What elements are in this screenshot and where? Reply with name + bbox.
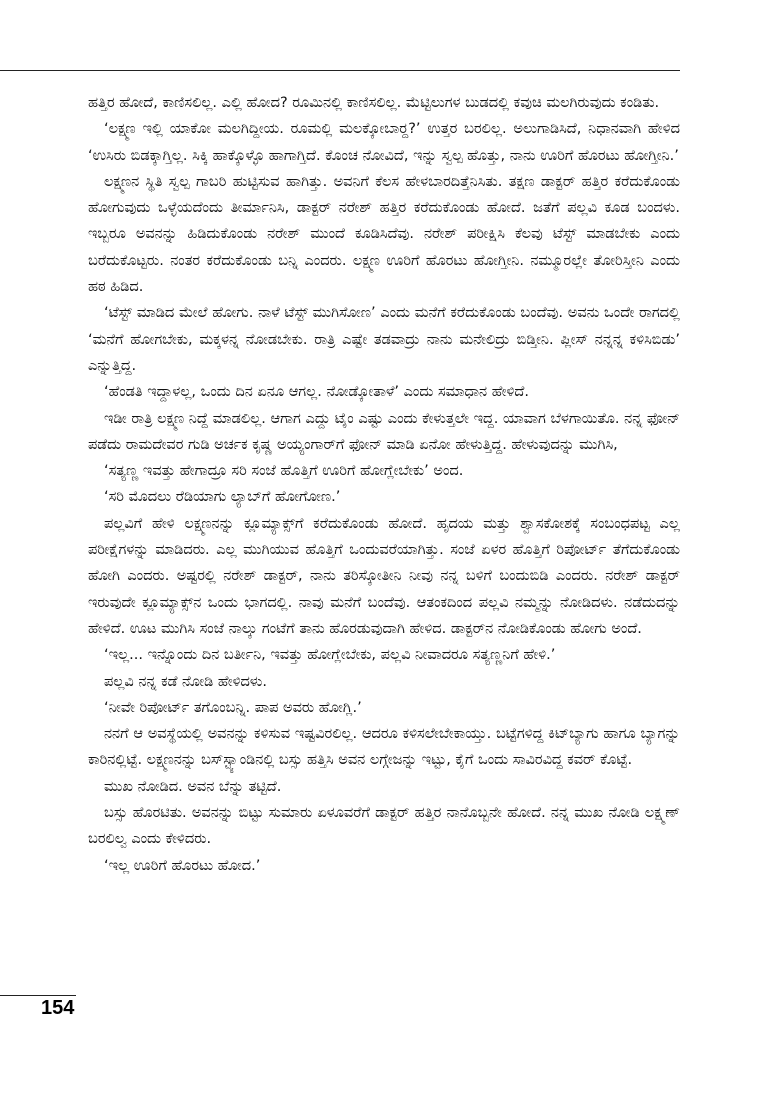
paragraph: ಬಸ್ಸು ಹೊರಟಿತು. ಅವನನ್ನು ಬಿಟ್ಟು ಸುಮಾರು ಏಳೂವರೆಗೆ ಡಾಕ್ಟರ್ ಹತ್ತಿರ ನಾನೊಬ್ಬನೇ ಹೋದೆ. ನನ್ನ ಮುಖ ನೋಡಿ ಲಕ್ಷ್ಮಣ್ ಬರಲಿಲ್ವ ಎಂದು ಕೇಳಿದರು. — [88, 805, 680, 848]
paragraph: ಪಲ್ಲವಿ ನನ್ನ ಕಡೆ ನೋಡಿ ಹೇಳಿದಳು. — [104, 673, 267, 690]
paragraph: ಮುಖ ನೋಡಿದ. ಅವನ ಬೆನ್ನು ತಟ್ಟಿದೆ. — [104, 778, 282, 795]
paragraph: ಲಕ್ಷ್ಮಣನ ಸ್ಥಿತಿ ಸ್ವಲ್ಪ ಗಾಬರಿ ಹುಟ್ಟಿಸುವ ಹಾಗಿತ್ತು. ಅವನಿಗೆ ಕೆಲಸ ಹೇಳಬಾರದಿತ್ತೆನಿಸಿತು. ತಕ್ಷಣ ಡಾಕ್ಟರ್ ಹತ್ತಿರ ಕರೆದುಕೊಂಡು ಹೋಗುವುದು ಒಳ್ಳೆಯದೆಂದು ತೀರ್ಮಾನಿಸಿ, ಡಾಕ್ಟರ್ ನರೇಶ್ ಹತ್ತಿರ ಕರೆದುಕೊಂಡು ಹೋದೆ. ಜತೆಗೆ ಪಲ್ಲವಿ ಕೂಡ ಬಂದಳು. ಇಬ್ಬರೂ ಅವನನ್ನು ಹಿಡಿದುಕೊಂಡು ನರೇಶ್ ಮುಂದೆ ಕೂಡಿಸಿದೆವು. ನರೇಶ್ ಪರೀಕ್ಷಿಸಿ ಕೆಲವು ಟೆಸ್ಟ್ ಮಾಡಬೇಕು ಎಂದು ಬರೆದುಕೊಟ್ಟರು. ನಂತರ ಕರೆದುಕೊಂಡು ಬನ್ನಿ ಎಂದರು. ಲಕ್ಷ್ಮಣ ಊರಿಗೆ ಹೊರಟು ಹೋಗ್ತೀನಿ. ನಮ್ಮೂರಲ್ಲೇ ತೋರಿಸ್ತೀನಿ ಎಂದು ಹಠ ಹಿಡಿದ. — [88, 173, 680, 296]
header-rule — [0, 70, 680, 71]
page-number: 154 — [41, 997, 75, 1019]
paragraph: ‘ಹೆಂಡತಿ ಇದ್ದಾಳಲ್ಲ, ಒಂದು ದಿನ ಏನೂ ಆಗಲ್ಲ. ನೋಡ್ಕೋತಾಳೆ’ ಎಂದು ಸಮಾಧಾನ ಹೇಳಿದೆ. — [104, 384, 529, 401]
paragraph: ಹತ್ತಿರ ಹೋದೆ, ಕಾಣಿಸಲಿಲ್ಲ. ಎಲ್ಲಿ ಹೋದ? ರೂಮಿನಲ್ಲಿ ಕಾಣಿಸಲಿಲ್ಲ. ಮೆಟ್ಟಿಲುಗಳ ಬುಡದಲ್ಲಿ ಕವುಚಿ ಮಲಗಿರುವುದು ಕಂಡಿತು. — [88, 95, 660, 111]
paragraph: ‘ನೀವೇ ರಿಪೋರ್ಟ್ ತಗೊಂಬನ್ನಿ. ಪಾಪ ಅವರು ಹೋಗ್ಲಿ.’ — [104, 699, 362, 716]
paragraph: ಪಲ್ಲವಿಗೆ ಹೇಳಿ ಲಕ್ಷ್ಮಣನನ್ನು ಕ್ಲೂಮ್ಯಾಕ್ಸ್‌ಗೆ ಕರೆದುಕೊಂಡು ಹೋದೆ. ಹೃದಯ ಮತ್ತು ಶ್ವಾಸಕೋಶಕ್ಕೆ ಸಂಬಂಧಪಟ್ಟ ಎಲ್ಲ ಪರೀಕ್ಷೆಗಳನ್ನು ಮಾಡಿದರು. ಎಲ್ಲ ಮುಗಿಯುವ ಹೊತ್ತಿಗೆ ಒಂದುವರೆಯಾಗಿತ್ತು. ಸಂಜೆ ಏಳರ ಹೊತ್ತಿಗೆ ರಿಪೋರ್ಟ್ ತೆಗೆದುಕೊಂಡು ಹೋಗಿ ಎಂದರು. ಅಷ್ಟರಲ್ಲಿ ನರೇಶ್ ಡಾಕ್ಟರ್, ನಾನು ತರಿಸ್ಕೋತೀನಿ ನೀವು ನನ್ನ ಬಳಿಗೆ ಬಂದುಬಿಡಿ ಎಂದರು. ನರೇಶ್ ಡಾಕ್ಟರ್ ಇರುವುದೇ ಕ್ಲೂಮ್ಯಾಕ್ಸ್‌ನ ಒಂದು ಭಾಗದಲ್ಲಿ. ನಾವು ಮನೆಗೆ ಬಂದೆವು. ಆತಂಕದಿಂದ ಪಲ್ಲವಿ ನಮ್ಮನ್ನು ನೋಡಿದಳು. ನಡೆದುದನ್ನು ಹೇಳಿದೆ. ಊಟ ಮುಗಿಸಿ ಸಂಜೆ ನಾಲ್ಕು ಗಂಟೆಗೆ ತಾನು ಹೊರಡುವುದಾಗಿ ಹೇಳಿದ. ಡಾಕ್ಟರ್‌ನ ನೋಡಿಕೊಂಡು ಹೋಗು ಅಂದೆ. — [88, 515, 680, 637]
paragraph: ‘ಇಲ್ಲ... ಇನ್ನೊಂದು ದಿನ ಬರ್ತೀನಿ, ಇವತ್ತು ಹೋಗ್ಲೇಬೇಕು, ಪಲ್ಲವಿ ನೀವಾದರೂ ಸತ್ಯಣ್ಣನಿಗೆ ಹೇಳಿ.’ — [104, 647, 556, 664]
paragraph: ‘ಸತ್ಯಣ್ಣ ಇವತ್ತು ಹೇಗಾದ್ರೂ ಸರಿ ಸಂಜೆ ಹೊತ್ತಿಗೆ ಊರಿಗೆ ಹೋಗ್ಲೇಬೇಕು’ ಅಂದ. — [104, 463, 464, 480]
paragraph: ‘ಇಲ್ಲ ಊರಿಗೆ ಹೊರಟು ಹೋದ.’ — [104, 857, 261, 874]
paragraph: ‘ಟೆಸ್ಟ್ ಮಾಡಿದ ಮೇಲೆ ಹೋಗು. ನಾಳೆ ಟೆಸ್ಟ್ ಮುಗಿಸೋಣ’ ಎಂದು ಮನೆಗೆ ಕರೆದುಕೊಂಡು ಬಂದೆವು. ಅವನು ಒಂದೇ ರಾಗದಲ್ಲಿ ‘ಮನೆಗೆ ಹೋಗಬೇಕು, ಮಕ್ಕಳನ್ನ ನೋಡಬೇಕು. ರಾತ್ರಿ ಎಷ್ಟೇ ತಡವಾದ್ರು ನಾನು ಮನೇಲಿದ್ರು ಬಿಡ್ತೀನಿ. ಪ್ಲೀಸ್ ನನ್ನನ್ನ ಕಳಿಸಿಬಿಡು’ ಎನ್ನುತ್ತಿದ್ದ. — [88, 305, 680, 374]
paragraph: ಇಡೀ ರಾತ್ರಿ ಲಕ್ಷ್ಮಣ ನಿದ್ದೆ ಮಾಡಲಿಲ್ಲ. ಆಗಾಗ ಎದ್ದು ಟೈಂ ಎಷ್ಟು ಎಂದು ಕೇಳುತ್ತಲೇ ಇದ್ದ. ಯಾವಾಗ ಬೆಳಗಾಯಿತೊ. ನನ್ನ ಫೋನ್ ಪಡೆದು ರಾಮದೇವರ ಗುಡಿ ಅರ್ಚಕ ಕೃಷ್ಣ ಅಯ್ಯಂಗಾರ್‌ಗೆ ಫೋನ್ ಮಾಡಿ ಏನೋ ಹೇಳುತ್ತಿದ್ದ. ಹೇಳುವುದನ್ನು ಮುಗಿಸಿ, — [88, 410, 680, 453]
paragraph: ‘ಸರಿ ಮೊದಲು ರೆಡಿಯಾಗು ಲ್ಯಾಬ್‌ಗೆ ಹೋಗೋಣ.’ — [104, 489, 341, 506]
paragraph: ‘ಲಕ್ಷ್ಮಣ ಇಲ್ಲಿ ಯಾಕೋ ಮಲಗಿದ್ದೀಯ. ರೂಮಲ್ಲಿ ಮಲಕ್ಕೋಬಾರ್‍ದ?’ ಉತ್ತರ ಬರಲಿಲ್ಲ. ಅಲುಗಾಡಿಸಿದೆ, ನಿಧಾನವಾಗಿ ಹೇಳಿದ ‘ಉಸಿರು ಬಿಡಕ್ಕಾಗ್ತಿಲ್ಲ. ಸಿಕ್ಕಿ ಹಾಕ್ಕೊಳ್ಳೊ ಹಾಗಾಗ್ತಿದೆ. ಕೊಂಚ ನೋವಿದೆ, ಇನ್ನು ಸ್ವಲ್ಪ ಹೊತ್ತು, ನಾನು ಊರಿಗೆ ಹೊರಟು ಹೋಗ್ತೀನಿ.’ — [88, 121, 680, 164]
body-text — [88, 90, 680, 879]
paragraph: ನನಗೆ ಆ ಅವಸ್ಥೆಯಲ್ಲಿ ಅವನನ್ನು ಕಳಿಸುವ ಇಷ್ಟವಿರಲಿಲ್ಲ. ಆದರೂ ಕಳಿಸಲೇಬೇಕಾಯ್ತು. ಬಟ್ಟೆಗಳಿದ್ದ ಕಿಟ್‌ಬ್ಯಾಗು ಹಾಗೂ ಬ್ಯಾಗನ್ನು ಕಾರಿನಲ್ಲಿಟ್ಟೆ. ಲಕ್ಷ್ಮಣನನ್ನು ಬಸ್‌ಸ್ಟ್ಯಾಂಡಿನಲ್ಲಿ ಬಸ್ಸು ಹತ್ತಿಸಿ ಅವನ ಲಗ್ಗೇಜನ್ನು ಇಟ್ಟು, ಕೈಗೆ ಒಂದು ಸಾವಿರವಿದ್ದ ಕವರ್ ಕೊಟ್ಟೆ. — [88, 726, 680, 769]
